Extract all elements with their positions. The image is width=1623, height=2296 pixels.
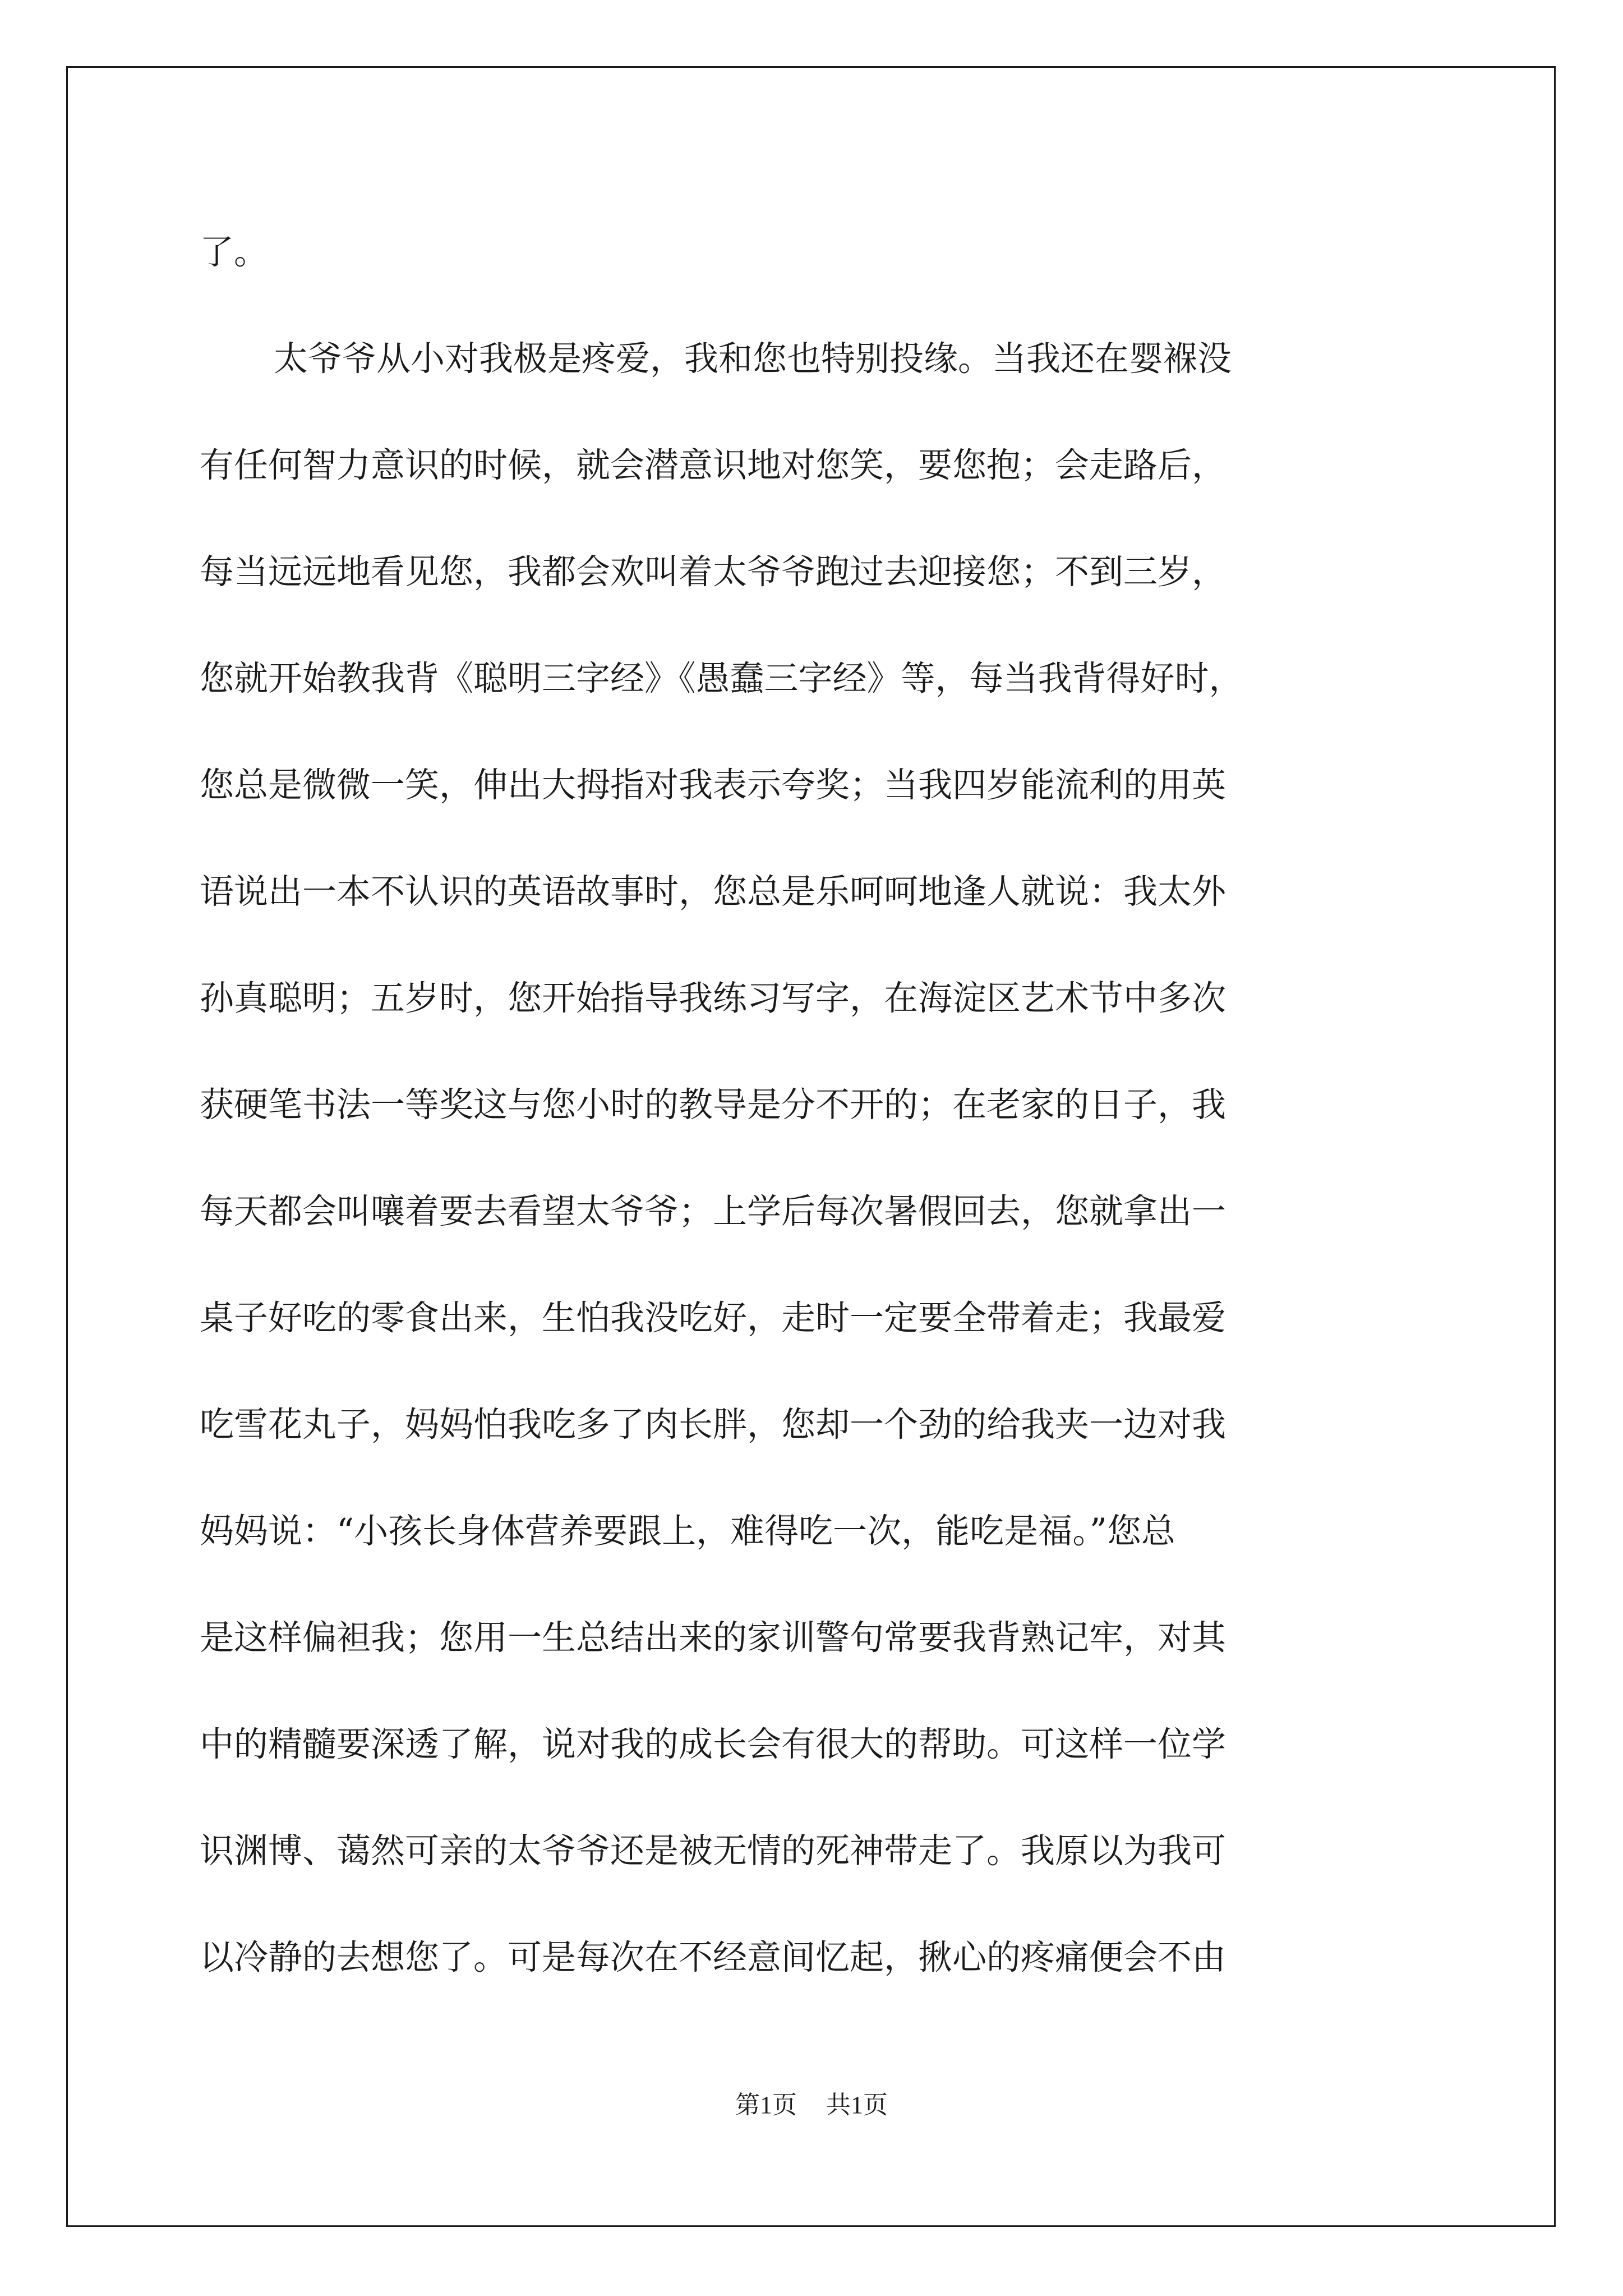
text-line: 孙真聪明；五岁时，您开始指导我练习写字，在海淀区艺术节中多次	[200, 978, 1227, 1018]
text-line: 吃雪花丸子，妈妈怕我吃多了肉长胖，您却一个劲的给我夹一边对我	[200, 1405, 1227, 1444]
text-line: 每天都会叫嚷着要去看望太爷爷；上学后每次暑假回去，您就拿出一	[200, 1191, 1227, 1231]
text-line: 妈妈说：“小孩长身体营养要跟上，难得吃一次，能吃是福。”您总	[200, 1511, 1175, 1551]
page-total: 共1页	[826, 2091, 888, 2119]
document-body	[200, 199, 1430, 2011]
text-line: 每当远远地看见您，我都会欢叫着太爷爷跑过去迎接您；不到三岁，	[200, 552, 1227, 592]
text-line: 您总是微微一笑，伸出大拇指对我表示夸奖；当我四岁能流利的用英	[200, 765, 1227, 805]
text-line: 以冷静的去想您了。可是每次在不经意间忆起，揪心的疼痛便会不由	[200, 1938, 1227, 1977]
page-number: 第1页	[735, 2091, 797, 2119]
text-line: 识渊博、蔼然可亲的太爷爷还是被无情的死神带走了。我原以为我可	[200, 1831, 1227, 1871]
paragraph-first-line: 太爷爷从小对我极是疼爱，我和您也特别投缘。当我还在婴褓没	[274, 339, 1232, 379]
text-line: 是这样偏袒我；您用一生总结出来的家训警句常要我背熟记牢，对其	[200, 1618, 1227, 1658]
text-line: 中的精髓要深透了解，说对我的成长会有很大的帮助。可这样一位学	[200, 1724, 1227, 1764]
text-line: 桌子好吃的零食出来，生怕我没吃好，走时一定要全带着走；我最爱	[200, 1298, 1227, 1338]
text-line: 获硬笔书法一等奖这与您小时的教导是分不开的；在老家的日子，我	[200, 1085, 1227, 1125]
text-line: 语说出一本不认识的英语故事时，您总是乐呵呵地逢人就说：我太外	[200, 872, 1227, 912]
text-line: 了。	[200, 232, 269, 272]
page-footer	[0, 2085, 1623, 2120]
text-line: 您就开始教我背《聪明三字经》《愚蠢三字经》等，每当我背得好时，	[200, 659, 1243, 698]
text-line: 有任何智力意识的时候，就会潜意识地对您笑，要您抱；会走路后，	[200, 445, 1227, 485]
